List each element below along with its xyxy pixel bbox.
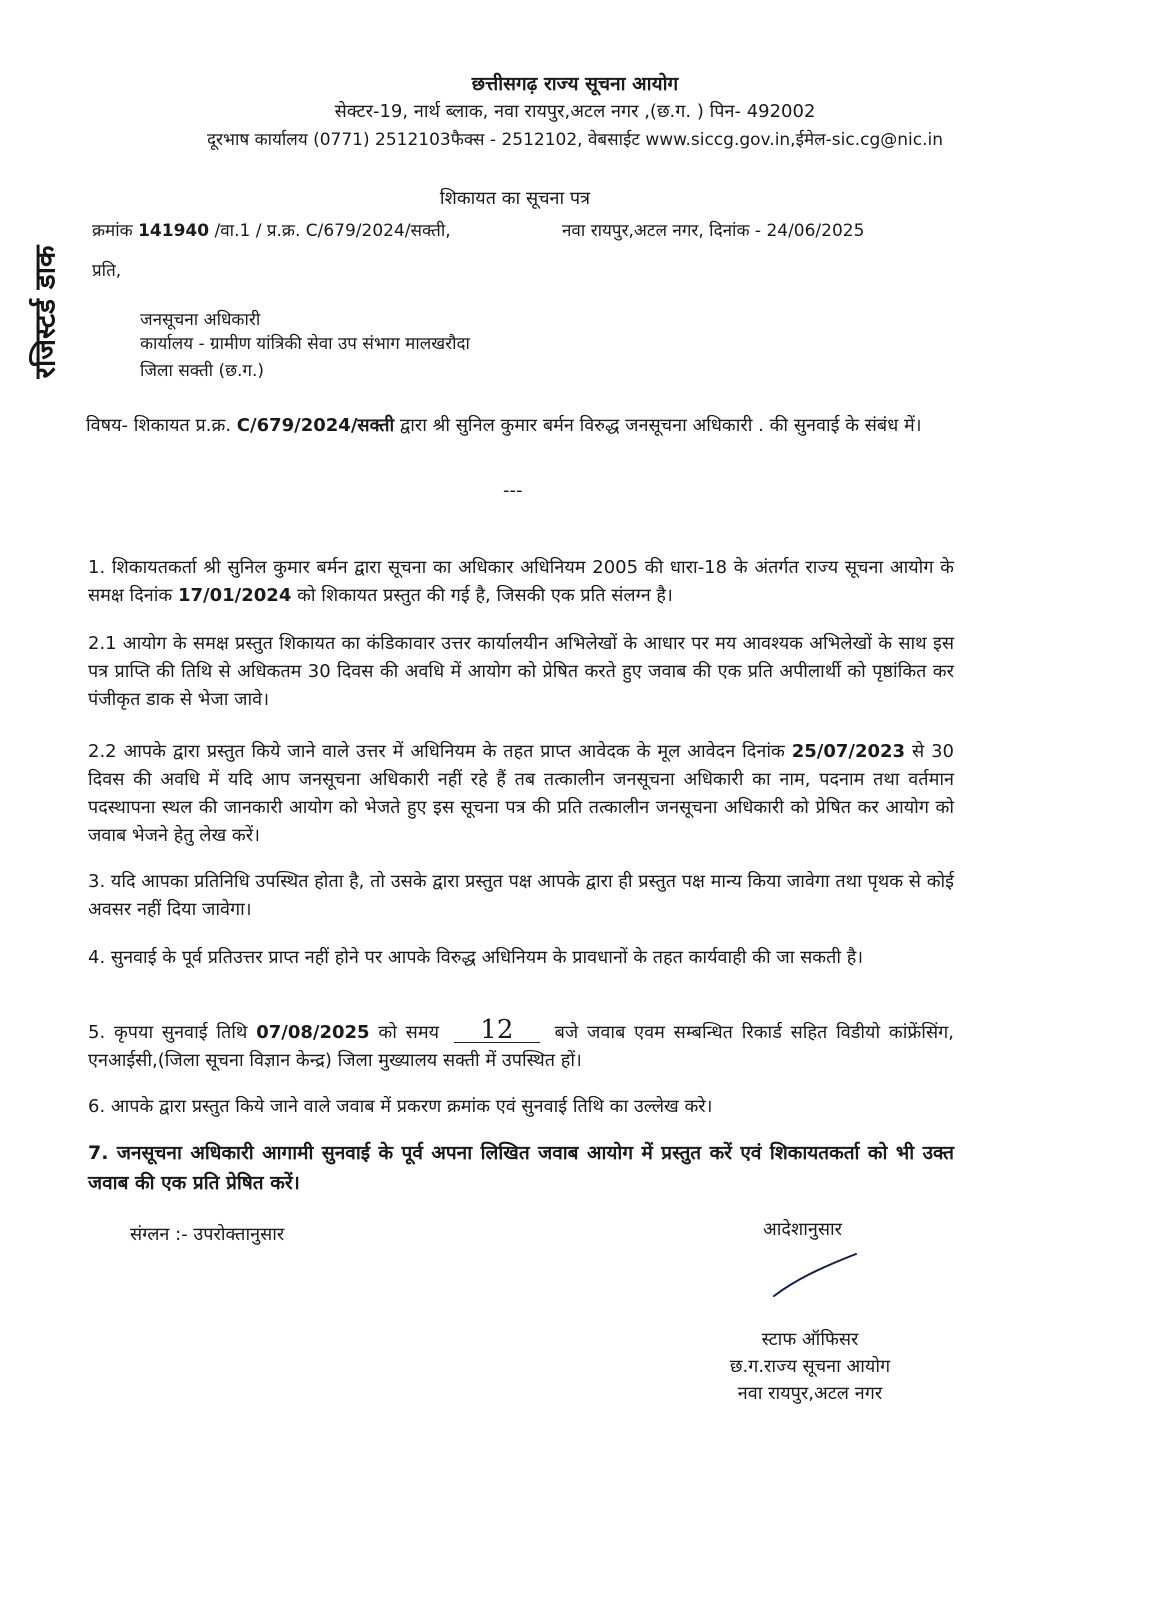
- paragraph-2-2: [88, 738, 954, 850]
- registered-post-stamp: [22, 212, 66, 412]
- paragraph-1-end: को शिकायत प्रस्तुत की गई है, जिसकी एक प्रति संलग्न है।: [297, 585, 673, 606]
- commission-name: छत्तीसगढ़ राज्य सूचना आयोग: [471, 73, 679, 95]
- application-date: 25/07/2023: [791, 741, 906, 762]
- subject-prefix: विषय- शिकायत प्र.क्र.: [86, 415, 232, 436]
- signatory-designation: स्टाफ ऑफिसर: [761, 1329, 859, 1350]
- paragraph-5-text: 5. कृपया सुनवाई तिथि: [88, 1022, 248, 1043]
- paragraph-5-end: बजे जवाब एवम सम्बन्धित रिकार्ड सहित विडीयो कांफ्रेंसिंग, एनआईसी,(जिला सूचना विज्ञान केन्द्र) जिला मुख्यालय सक्ती में उपस्थित हों।: [88, 1022, 954, 1071]
- addressee-district: जिला सक्ती (छ.ग.): [140, 361, 265, 381]
- paragraph-2-1: 2.1 आयोग के समक्ष प्रस्तुत शिकायत का कंडिकावार उत्तर कार्यालयीन अभिलेखों के आधार पर मय आवश्यक अभिलेखों के साथ इस पत्र प्राप्ति की तिथि से अधिकतम 30 दिवस की अवधि में आयोग को प्रेषित करते हुए जवाब की एक प्रति अपीलार्थी को पृष्ठांकित कर पंजीकृत डाक से भेजा जावे।: [88, 633, 954, 710]
- notice-title: शिकायत का सूचना पत्र: [439, 188, 591, 209]
- paragraph-1-text: 1. शिकायतकर्ता श्री सुनिल कुमार बर्मन द्वारा सूचना का अधिकार अधिनियम 2005 की धारा-18 के अंतर्गत राज्य सूचना आयोग के समक्ष दिनांक: [88, 557, 954, 606]
- paragraph-7: 7. जनसूचना अधिकारी आगामी सुनवाई के पूर्व अपना लिखित जवाब आयोग में प्रस्तुत करें एवं शिकायतकर्ता को भी उक्त जवाब की एक प्रति प्रेषित करें।: [88, 1142, 954, 1194]
- addressee-office: कार्यालय - ग्रामीण यांत्रिकी सेवा उप संभाग मालखरौदा: [140, 334, 470, 354]
- reference-number: [92, 218, 451, 241]
- addressee-title: जनसूचना अधिकारी: [140, 310, 261, 330]
- letter-date: नवा रायपुर,अटल नगर, दिनांक - 24/06/2025: [562, 221, 865, 241]
- paragraph-6: 6. आपके द्वारा प्रस्तुत किये जाने वाले जवाब में प्रकरण क्रमांक एवं सुनवाई तिथि का उल्लेख करे।: [88, 1096, 713, 1117]
- commission-contact: दूरभाष कार्यालय (0771) 2512103फैक्स - 2512102, वेबसाईट www.siccg.gov.in,ईमेल-sic.cg@nic.in: [207, 130, 943, 150]
- paragraph-5-time-label: को समय: [378, 1022, 440, 1043]
- paragraph-2-2-text: 2.2 आपके द्वारा प्रस्तुत किये जाने वाले उत्तर में अधिनियम के तहत प्राप्त आवेदक के मूल आवेदन दिनांक: [88, 741, 785, 762]
- handwritten-hearing-time: 12: [454, 1018, 540, 1043]
- subject-case-number: C/679/2024/सक्ती: [236, 415, 395, 436]
- signatory-office: छ.ग.राज्य सूचना आयोग: [729, 1356, 891, 1377]
- paragraph-2-2-end: से 30 दिवस की अवधि में यदि आप जनसूचना अधिकारी नहीं रहे हैं तब तत्कालीन जनसूचना अधिकारी का नाम, पदनाम तथा वर्तमान पदस्थापना स्थल की जानकारी आयोग को भेजते हुए इस सूचना पत्र की प्रति तत्कालीन जनसूचना अधिकारी को प्रेषित कर आयोग को जवाब भेजने हेतु लेख करें।: [88, 741, 954, 846]
- reference-id: 141940: [138, 221, 210, 241]
- subject-line: [86, 410, 956, 441]
- commission-address: सेक्टर-19, नार्थ ब्लाक, नवा रायपुर,अटल नगर ,(छ.ग. ) पिन- 492002: [334, 101, 816, 122]
- stamp-text: रजिस्टर्ड डाक: [28, 245, 62, 379]
- paragraph-5: [88, 1015, 954, 1075]
- complaint-date: 17/01/2024: [178, 585, 292, 606]
- paragraph-1: [88, 554, 954, 610]
- signatory-place: नवा रायपुर,अटल नगर: [737, 1383, 883, 1404]
- separator: ---: [503, 480, 523, 501]
- to-label: प्रति,: [92, 261, 122, 281]
- subject-text: द्वारा श्री सुनिल कुमार बर्मन विरुद्ध जनसूचना अधिकारी . की सुनवाई के संबंध में।: [399, 415, 922, 436]
- paragraph-3: 3. यदि आपका प्रतिनिधि उपस्थित होता है, तो उसके द्वारा प्रस्तुत पक्ष आपके द्वारा ही प्रस्तुत पक्ष मान्य किया जावेगा तथा पृथक से कोई अवसर नहीं दिया जावेगा।: [88, 871, 955, 920]
- signature-mark: [770, 1250, 860, 1300]
- paragraph-4: 4. सुनवाई के पूर्व प्रतिउत्तर प्राप्त नहीं होने पर आपके विरुद्ध अधिनियम के प्रावधानों के तहत कार्यवाही की जा सकती है।: [88, 947, 864, 968]
- hearing-date: 07/08/2025: [256, 1022, 370, 1043]
- reference-case: /वा.1 / प्र.क्र. C/679/2024/सक्ती,: [214, 221, 451, 241]
- order-label: आदेशानुसार: [763, 1219, 843, 1240]
- enclosure-note: संग्लन :- उपरोक्तानुसार: [130, 1224, 285, 1245]
- reference-prefix: क्रमांक: [92, 221, 133, 241]
